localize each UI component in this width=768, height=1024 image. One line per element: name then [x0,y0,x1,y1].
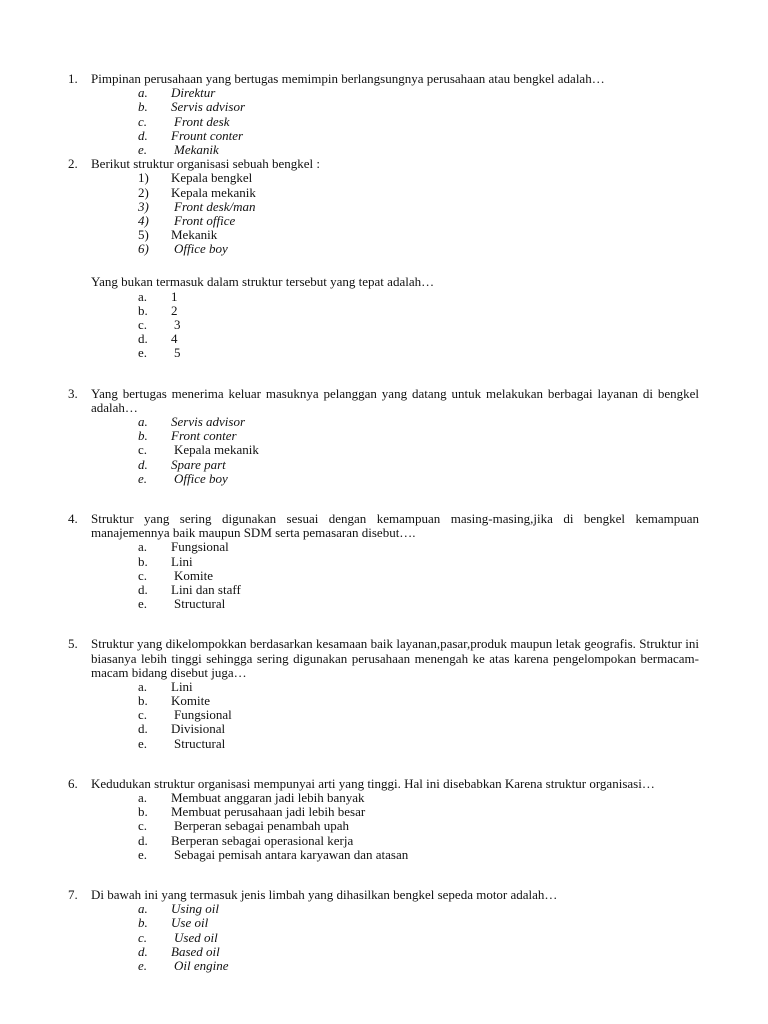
option-list [91,86,699,157]
question-text: Struktur yang dikelompokkan berdasarkan kesamaan baik layanan,pasar,produk maupun letak geografis. Struktur ini biasanya lebih tinggi sehingga sering digunakan perusahaan menengah ke atas karena pengelompokan bermacam-macam bidang disebut juga… [91,636,699,680]
option-label: d. [138,832,148,848]
option-text: Direktur [171,85,216,101]
option-list [91,540,699,611]
option-label: c. [138,113,148,129]
option-text: Kepala mekanik [171,184,256,200]
option-item [91,429,699,443]
sub-option-text: 5 [174,345,181,361]
option-text: Structural [174,735,226,751]
option-item [91,472,699,486]
option-label: a. [138,414,148,430]
option-text: Servis advisor [171,99,246,115]
option-text: Front conter [171,428,237,444]
option-label: b. [138,915,148,931]
option-label: b. [138,99,148,115]
option-item [91,583,699,597]
option-label: a. [138,901,148,917]
option-text: Berperan sebagai operasional kerja [171,832,354,848]
option-label: d. [138,581,148,597]
option-text: Structural [174,596,226,612]
sub-option-label: e. [138,345,148,361]
question-number: 7. [68,886,78,902]
option-text: Oil engine [174,957,229,973]
question-3 [0,387,699,486]
sub-option-item [91,346,699,360]
sub-option-text: 3 [174,317,181,333]
option-item [91,555,699,569]
option-text: Membuat anggaran jadi lebih banyak [171,790,365,806]
option-text: Mekanik [171,227,218,243]
option-text: Membuat perusahaan jadi lebih besar [171,804,366,820]
option-label: b. [138,428,148,444]
question-6 [0,777,699,862]
option-item [91,171,699,185]
option-text: Komite [174,567,213,583]
option-text: Mekanik [174,141,219,157]
option-item [91,708,699,722]
sub-option-text: 1 [171,288,178,304]
option-label: c. [138,818,148,834]
option-text: Lini dan staff [171,581,241,597]
question-5 [0,637,699,751]
sub-option-item [91,318,699,332]
option-text: Kepala mekanik [174,442,259,458]
option-text: Front desk/man [174,198,256,214]
option-item [91,115,699,129]
question-text: Kedudukan struktur organisasi mempunyai arti yang tinggi. Hal ini disebabkan Karena struktur organisasi… [91,775,655,791]
option-item [91,805,699,819]
option-label: 3) [138,198,149,214]
option-text: Fungsional [171,539,229,555]
option-item [91,228,699,242]
option-text: Lini [171,553,193,569]
question-document [0,72,768,973]
option-label: 6) [138,241,149,257]
option-label: c. [138,707,148,723]
option-label: e. [138,957,148,973]
option-item [91,214,699,228]
option-item [91,129,699,143]
option-item [91,415,699,429]
question-1 [0,72,699,157]
sub-option-item [91,290,699,304]
option-label: d. [138,127,148,143]
option-item [91,680,699,694]
option-label: e. [138,596,148,612]
option-text: Divisional [171,721,226,737]
question-2 [0,157,699,360]
option-item [91,737,699,751]
option-label: b. [138,693,148,709]
option-label: e. [138,141,148,157]
option-text: Based oil [171,943,220,959]
sub-option-list [91,290,699,361]
sub-option-label: c. [138,317,148,333]
option-text: Servis advisor [171,414,246,430]
option-item [91,143,699,157]
option-label: b. [138,804,148,820]
option-label: e. [138,470,148,486]
sub-option-text: 4 [171,331,178,347]
option-item [91,200,699,214]
option-label: a. [138,790,148,806]
option-item [91,540,699,554]
sub-question-text: Yang bukan termasuk dalam struktur tersebut yang tepat adalah… [91,274,435,290]
option-label: b. [138,553,148,569]
sub-option-label: b. [138,302,148,318]
option-item [91,694,699,708]
option-text: Fungsional [174,707,232,723]
question-number: 4. [68,510,78,526]
option-item [91,86,699,100]
option-text: Front desk [174,113,230,129]
option-item [91,569,699,583]
option-text: Use oil [171,915,209,931]
option-label: a. [138,539,148,555]
option-text: Spare part [171,456,226,472]
option-text: Berperan sebagai penambah upah [174,818,350,834]
question-7 [0,888,699,973]
option-item [91,848,699,862]
option-label: e. [138,735,148,751]
option-label: d. [138,721,148,737]
option-label: e. [138,846,148,862]
option-item [91,458,699,472]
sub-option-label: a. [138,288,148,304]
option-item [91,916,699,930]
option-text: Lini [171,678,193,694]
question-number: 5. [68,636,78,652]
option-list [91,791,699,862]
option-label: 4) [138,212,149,228]
question-text: Struktur yang sering digunakan sesuai dengan kemampuan masing-masing,jika di bengkel kemampuan manajemennya baik maupun SDM serta pemasaran disebut…. [91,510,699,541]
option-list [91,902,699,973]
option-text: Using oil [171,901,220,917]
option-label: a. [138,678,148,694]
option-text: Komite [171,693,210,709]
question-number: 2. [68,156,78,172]
option-text: Used oil [174,929,218,945]
option-item [91,819,699,833]
sub-option-label: d. [138,331,148,347]
option-text: Sebagai pemisah antara karyawan dan atasan [174,846,409,862]
option-text: Kepala bengkel [171,170,253,186]
sub-option-item [91,332,699,346]
option-label: c. [138,567,148,583]
question-text: Yang bertugas menerima keluar masuknya pelanggan yang datang untuk melakukan berbagai layanan di bengkel adalah… [91,385,699,415]
option-item [91,959,699,973]
sub-option-text: 2 [171,302,178,318]
option-label: d. [138,456,148,472]
sub-option-item [91,304,699,318]
question-text: Berikut struktur organisasi sebuah bengkel : [91,156,321,172]
option-label: c. [138,442,148,458]
option-label: d. [138,943,148,959]
option-label: a. [138,85,148,101]
question-4 [0,512,699,611]
option-item [91,902,699,916]
option-item [91,945,699,959]
option-item [91,443,699,457]
option-item [91,834,699,848]
question-number: 6. [68,775,78,791]
question-text: Pimpinan perusahaan yang bertugas memimpin berlangsungnya perusahaan atau bengkel adalah… [91,71,605,86]
option-list [91,171,699,256]
option-label: 5) [138,227,149,243]
option-text: Office boy [174,241,228,257]
question-text: Di bawah ini yang termasuk jenis limbah yang dihasilkan bengkel sepeda motor adalah… [91,886,558,902]
option-item [91,722,699,736]
option-label: c. [138,929,148,945]
option-text: Frount conter [171,127,244,143]
option-item [91,931,699,945]
option-item [91,242,699,256]
option-text: Front office [174,212,236,228]
option-item [91,186,699,200]
question-number: 3. [68,385,78,401]
option-label: 1) [138,170,149,186]
option-item [91,100,699,114]
option-item [91,597,699,611]
option-item [91,791,699,805]
question-number: 1. [68,71,78,86]
option-list [91,415,699,486]
option-label: 2) [138,184,149,200]
option-list [91,680,699,751]
option-text: Office boy [174,470,228,486]
